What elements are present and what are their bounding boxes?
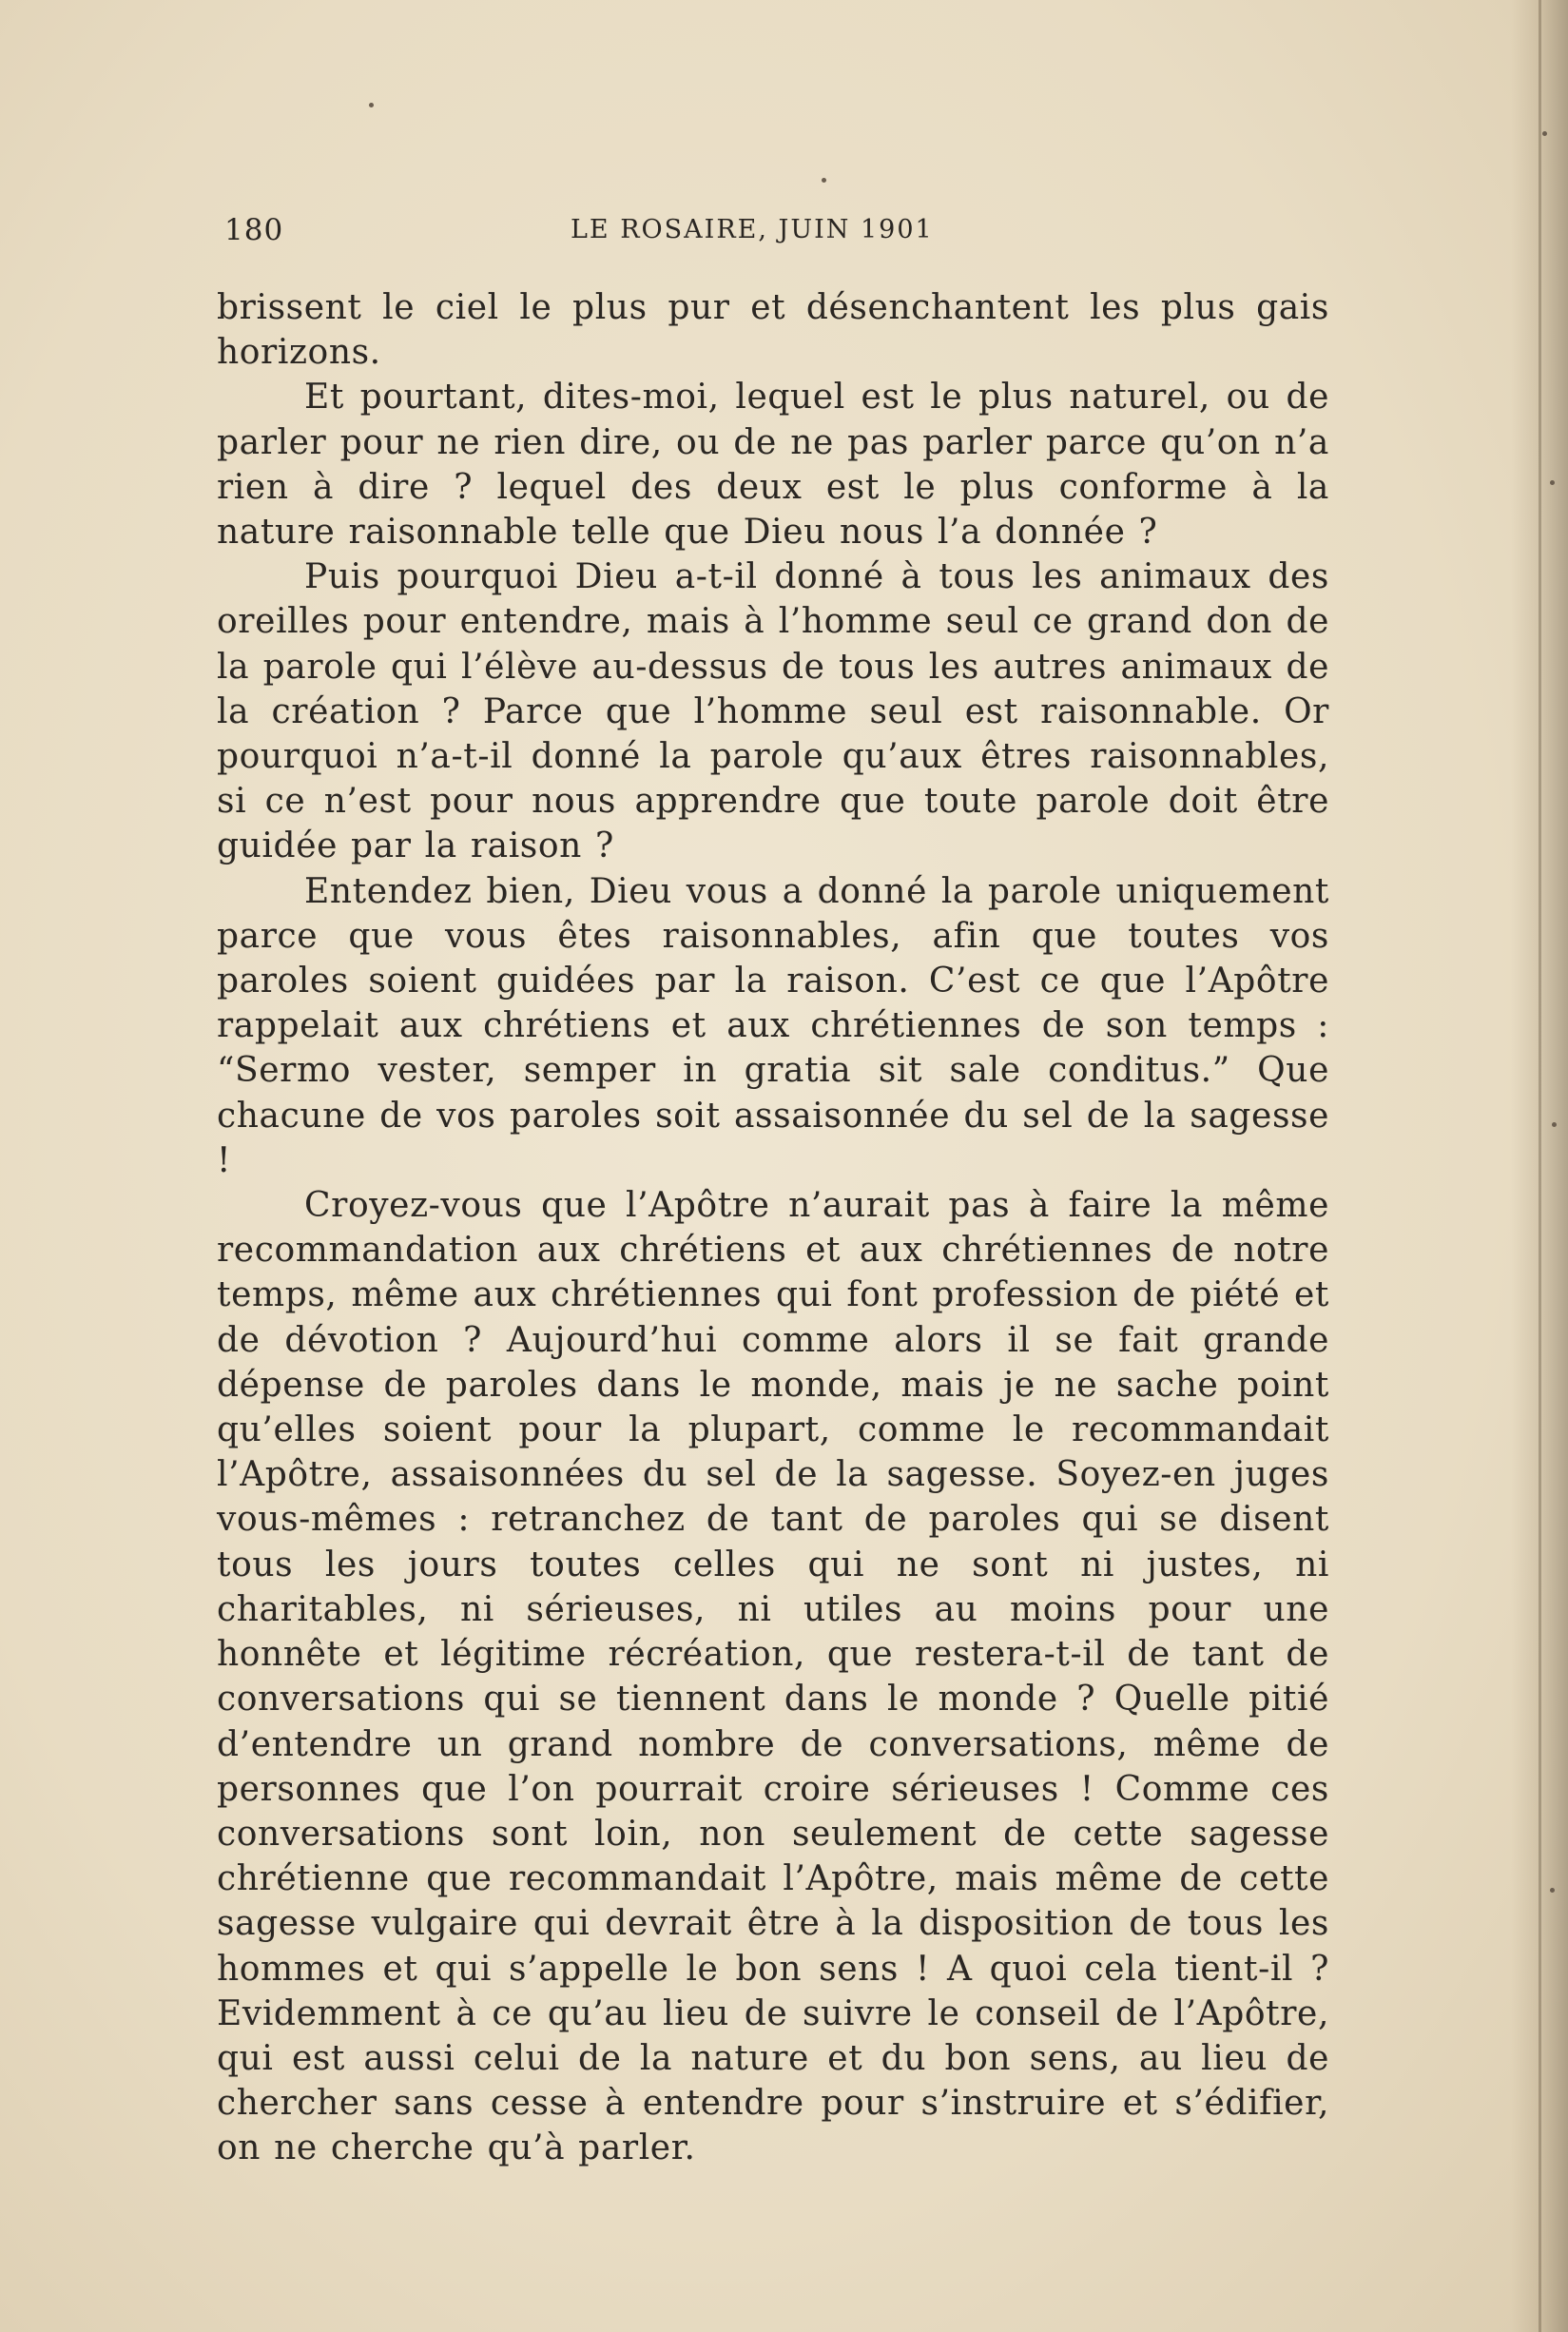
- print-speck: [1550, 480, 1555, 485]
- paragraph: Puis pourquoi Dieu a-t-il donné à tous les animaux des oreilles pour entendre, mais à l’homme seul ce grand don de la parole qui l’élève au-dessus de tous les autres animaux de la création ? Parce que l’homme seul est raisonnable. Or pourquoi n’a-t-il donné la parole qu’aux êtres raisonnables, si ce n’est pour nous apprendre que toute parole doit être guidée par la raison ?: [217, 557, 1329, 866]
- page-edge-line: [1539, 0, 1541, 2332]
- print-speck: [369, 103, 374, 107]
- paragraph: Entendez bien, Dieu vous a donné la parole uniquement parce que vous êtes raisonnables, afin que toutes vos paroles soient guidées par la raison. C’est ce que l’Apôtre rappelait aux chrétiens et aux chrétiennes de son temps : “Sermo vester, semper in gratia sit sale conditus.” Que chacune de vos paroles soit assaisonnée du sel de la sagesse !: [217, 871, 1329, 1180]
- print-speck: [1542, 131, 1547, 136]
- body-text: [217, 285, 1329, 2171]
- running-head: [224, 213, 985, 255]
- paragraph-continuation: brissent le ciel le plus pur et désenchantent les plus gais horizons.: [217, 288, 1329, 373]
- print-speck: [1552, 1122, 1557, 1127]
- paragraph: Croyez-vous que l’Apôtre n’aurait pas à faire la même recommandation aux chrétiens et aux chrétiennes de notre temps, même aux chrétiennes qui font profession de piété et de dévotion ? Aujourd’hui comme alors il se fait grande dépense de paroles dans le monde, mais je ne sache point qu’elles soient pour la plupart, comme le recommandait l’Apôtre, assaisonnées du sel de la sagesse. Soyez-en juges vous-mêmes : retranchez de tant de paroles qui se disent tous les jours toutes celles qui ne sont ni justes, ni charitables, ni sérieuses, ni utiles au moins pour une honnête et légitime récréation, que restera-t-il de tant de conversations qui se tiennent dans le monde ? Quelle pitié d’entendre un grand nombre de conversations, même de personnes que l’on pourrait croire sérieuses ! Comme ces conversations sont loin, non seulement de cette sagesse chrétienne que recommandait l’Apôtre, mais même de cette sagesse vulgaire qui devrait être à la disposition de tous les hommes et qui s’appelle le bon sens ! A quoi cela tient-il ? Evidemment à ce qu’au lieu de suivre le conseil de l’Apôtre, qui est aussi celui de la nature et du bon sens, au lieu de chercher sans cesse à entendre pour s’instruire et s’édifier, on ne cherche qu’à parler.: [217, 1186, 1329, 2168]
- paragraph: Et pourtant, dites-moi, lequel est le plus naturel, ou de parler pour ne rien dire, ou de ne pas parler parce qu’on n’a rien à dire ? lequel des deux est le plus conforme à la nature raisonnable telle que Dieu nous l’a donnée ?: [217, 378, 1329, 553]
- running-title: LE ROSAIRE, JUIN 1901: [571, 215, 934, 244]
- print-speck: [822, 178, 826, 183]
- page-number: 180: [224, 213, 284, 247]
- print-speck: [1550, 1888, 1555, 1893]
